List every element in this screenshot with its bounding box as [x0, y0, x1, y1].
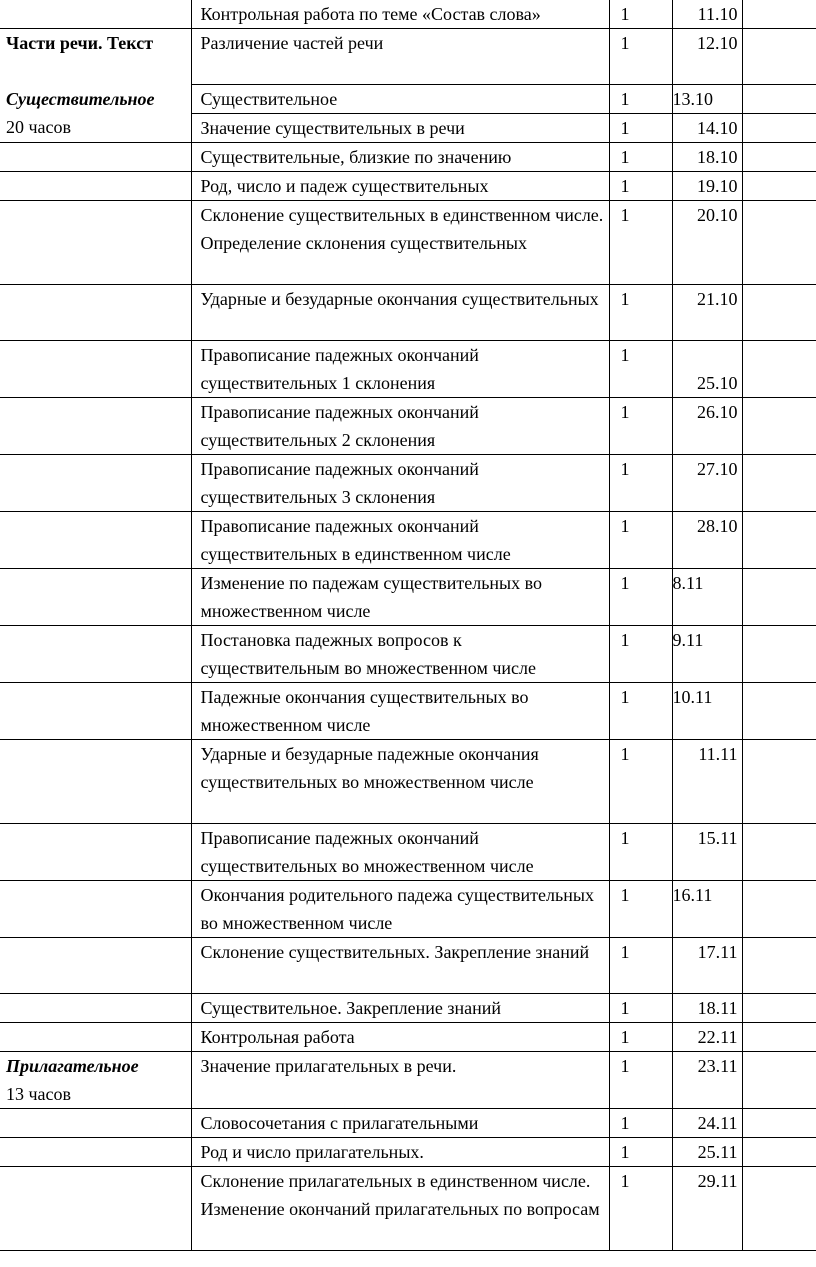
table-row — [0, 1109, 816, 1138]
table-row — [0, 938, 816, 994]
section-cell — [0, 740, 191, 824]
table-row — [0, 0, 816, 29]
topic-cell: Ударные и безударные падежные окончания существительных во множественном числе — [191, 740, 609, 824]
date-cell: 22.11 — [672, 1023, 742, 1052]
hours-cell: 1 — [609, 824, 672, 881]
hours-cell: 1 — [609, 201, 672, 285]
notes-cell — [742, 881, 816, 938]
hours-cell: 1 — [609, 1138, 672, 1167]
table-row — [0, 143, 816, 172]
topic-cell: Значение существительных в речи — [191, 114, 609, 143]
topic-cell: Ударные и безударные окончания существительных — [191, 285, 609, 341]
notes-cell — [742, 512, 816, 569]
date-cell: 29.11 — [672, 1167, 742, 1251]
section-title: Части речи. Текст — [6, 33, 154, 53]
table-row — [0, 1023, 816, 1052]
table-row — [0, 626, 816, 683]
notes-cell — [742, 1167, 816, 1251]
table-row — [0, 881, 816, 938]
topic-cell: Постановка падежных вопросов к существительным во множественном числе — [191, 626, 609, 683]
date-cell: 11.11 — [672, 740, 742, 824]
date-cell: 16.11 — [672, 881, 742, 938]
notes-cell — [742, 994, 816, 1023]
section-hours: 13 часов — [6, 1084, 72, 1104]
table-row — [0, 740, 816, 824]
topic-cell: Различение частей речи — [191, 29, 609, 85]
date-cell: 18.10 — [672, 143, 742, 172]
section-hours: 20 часов — [6, 117, 72, 137]
topic-cell: Существительные, близкие по значению — [191, 143, 609, 172]
topic-cell: Падежные окончания существительных во множественном числе — [191, 683, 609, 740]
notes-cell — [742, 341, 816, 398]
section-cell — [0, 512, 191, 569]
date-cell: 14.10 — [672, 114, 742, 143]
hours-cell: 1 — [609, 172, 672, 201]
table-row — [0, 341, 816, 398]
table-row — [0, 455, 816, 512]
section-cell-adjective — [0, 1052, 191, 1109]
hours-cell: 1 — [609, 1052, 672, 1109]
topic-cell: Склонение существительных. Закрепление знаний — [191, 938, 609, 994]
hours-cell: 1 — [609, 569, 672, 626]
section-cell — [0, 1109, 191, 1138]
notes-cell — [742, 1052, 816, 1109]
notes-cell — [742, 455, 816, 512]
topic-cell: Правописание падежных окончаний существительных в единственном числе — [191, 512, 609, 569]
hours-cell: 1 — [609, 1109, 672, 1138]
section-cell — [0, 172, 191, 201]
date-cell: 27.10 — [672, 455, 742, 512]
topic-cell: Правописание падежных окончаний существительных 1 склонения — [191, 341, 609, 398]
section-cell — [0, 569, 191, 626]
hours-cell: 1 — [609, 341, 672, 398]
topic-cell: Существительное. Закрепление знаний — [191, 994, 609, 1023]
section-cell — [0, 938, 191, 994]
notes-cell — [742, 683, 816, 740]
date-cell: 25.10 — [672, 341, 742, 398]
date-cell: 28.10 — [672, 512, 742, 569]
notes-cell — [742, 398, 816, 455]
section-cell — [0, 0, 191, 29]
section-cell — [0, 1167, 191, 1251]
section-cell — [0, 455, 191, 512]
section-cell — [0, 1023, 191, 1052]
topic-cell: Род и число прилагательных. — [191, 1138, 609, 1167]
table-row — [0, 512, 816, 569]
section-cell — [0, 201, 191, 285]
date-cell: 12.10 — [672, 29, 742, 85]
topic-cell: Правописание падежных окончаний существительных во множественном числе — [191, 824, 609, 881]
section-subtitle: Существительное — [6, 89, 155, 109]
hours-cell: 1 — [609, 85, 672, 114]
topic-cell: Существительное — [191, 85, 609, 114]
topic-cell: Значение прилагательных в речи. — [191, 1052, 609, 1109]
date-cell: 19.10 — [672, 172, 742, 201]
notes-cell — [742, 824, 816, 881]
table-row — [0, 398, 816, 455]
date-cell: 8.11 — [672, 569, 742, 626]
date-cell: 17.11 — [672, 938, 742, 994]
notes-cell — [742, 114, 816, 143]
date-cell: 11.10 — [672, 0, 742, 29]
notes-cell — [742, 143, 816, 172]
section-cell — [0, 824, 191, 881]
table-row — [0, 285, 816, 341]
topic-cell: Правописание падежных окончаний существительных 2 склонения — [191, 398, 609, 455]
hours-cell: 1 — [609, 143, 672, 172]
hours-cell: 1 — [609, 114, 672, 143]
section-cell — [0, 398, 191, 455]
date-cell: 13.10 — [672, 85, 742, 114]
section-cell — [0, 626, 191, 683]
section-cell — [0, 143, 191, 172]
topic-cell: Склонение существительных в единственном числе. Определение склонения существительных — [191, 201, 609, 285]
notes-cell — [742, 569, 816, 626]
table-row — [0, 1052, 816, 1109]
hours-cell: 1 — [609, 938, 672, 994]
notes-cell — [742, 1138, 816, 1167]
section-cell — [0, 881, 191, 938]
table-row — [0, 994, 816, 1023]
date-cell: 23.11 — [672, 1052, 742, 1109]
notes-cell — [742, 201, 816, 285]
date-cell: 21.10 — [672, 285, 742, 341]
date-cell: 26.10 — [672, 398, 742, 455]
notes-cell — [742, 0, 816, 29]
notes-cell — [742, 1109, 816, 1138]
hours-cell: 1 — [609, 29, 672, 85]
topic-cell: Род, число и падеж существительных — [191, 172, 609, 201]
table-row — [0, 683, 816, 740]
topic-cell: Правописание падежных окончаний существительных 3 склонения — [191, 455, 609, 512]
date-cell: 9.11 — [672, 626, 742, 683]
topic-cell: Окончания родительного падежа существительных во множественном числе — [191, 881, 609, 938]
date-cell: 25.11 — [672, 1138, 742, 1167]
notes-cell — [742, 626, 816, 683]
table-row — [0, 29, 816, 85]
hours-cell: 1 — [609, 455, 672, 512]
hours-cell: 1 — [609, 740, 672, 824]
hours-cell: 1 — [609, 1023, 672, 1052]
date-cell: 10.11 — [672, 683, 742, 740]
section-cell — [0, 683, 191, 740]
hours-cell: 1 — [609, 512, 672, 569]
hours-cell: 1 — [609, 881, 672, 938]
notes-cell — [742, 29, 816, 85]
table-row — [0, 1167, 816, 1251]
section-cell — [0, 341, 191, 398]
section-cell-parts-of-speech — [0, 29, 191, 143]
hours-cell: 1 — [609, 398, 672, 455]
date-cell: 18.11 — [672, 994, 742, 1023]
notes-cell — [742, 172, 816, 201]
topic-cell: Контрольная работа — [191, 1023, 609, 1052]
notes-cell — [742, 740, 816, 824]
hours-cell: 1 — [609, 1167, 672, 1251]
date-cell: 15.11 — [672, 824, 742, 881]
table-row — [0, 824, 816, 881]
hours-cell: 1 — [609, 0, 672, 29]
hours-cell: 1 — [609, 285, 672, 341]
date-cell: 24.11 — [672, 1109, 742, 1138]
table-row — [0, 172, 816, 201]
notes-cell — [742, 938, 816, 994]
section-cell — [0, 994, 191, 1023]
table-row — [0, 569, 816, 626]
hours-cell: 1 — [609, 994, 672, 1023]
table-row — [0, 201, 816, 285]
notes-cell — [742, 85, 816, 114]
notes-cell — [742, 285, 816, 341]
topic-cell: Изменение по падежам существительных во множественном числе — [191, 569, 609, 626]
section-cell — [0, 1138, 191, 1167]
table-row — [0, 1138, 816, 1167]
topic-cell: Словосочетания с прилагательными — [191, 1109, 609, 1138]
date-cell: 20.10 — [672, 201, 742, 285]
topic-cell: Склонение прилагательных в единственном числе. Изменение окончаний прилагательных по вопросам — [191, 1167, 609, 1251]
hours-cell: 1 — [609, 683, 672, 740]
notes-cell — [742, 1023, 816, 1052]
section-subtitle: Прилагательное — [6, 1056, 139, 1076]
hours-cell: 1 — [609, 626, 672, 683]
topic-cell: Контрольная работа по теме «Состав слова» — [191, 0, 609, 29]
section-cell — [0, 285, 191, 341]
